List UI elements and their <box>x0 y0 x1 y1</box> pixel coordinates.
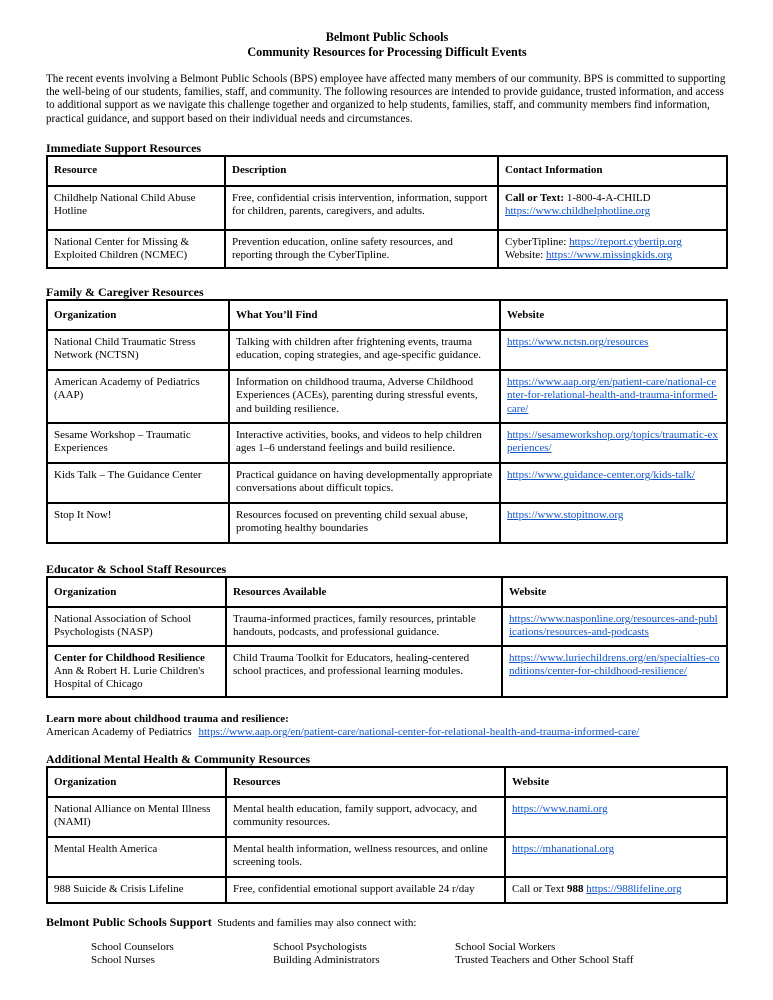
resource-description: Trauma-informed practices, family resources, printable handouts, podcasts, and professional guidance. <box>226 607 502 645</box>
resource-description: Resources focused on preventing child sexual abuse, promoting healthy boundaries <box>229 503 500 543</box>
organization-name: National Association of School Psychologists (NASP) <box>47 607 226 645</box>
sesame-link[interactable]: https://sesameworkshop.org/topics/traumatic-experiences/ <box>507 429 718 455</box>
column-header: Organization <box>47 767 226 797</box>
column-header: Website <box>500 300 727 330</box>
table-row <box>47 330 727 370</box>
organization-name: Mental Health America <box>47 837 226 877</box>
bps-support-title: Belmont Public Schools Support <box>46 915 212 930</box>
bps-support-block <box>46 916 728 930</box>
resource-name: National Center for Missing & Exploited Children (NCMEC) <box>47 230 225 268</box>
website-cell <box>505 837 727 877</box>
mha-link[interactable]: https://mhanational.org <box>512 843 615 856</box>
nctsn-link[interactable]: https://www.nctsn.org/resources <box>507 336 649 349</box>
missingkids-link[interactable]: https://www.missingkids.org <box>545 249 673 262</box>
bps-contacts-list <box>91 941 728 967</box>
988-link[interactable]: https://988lifeline.org <box>586 883 682 896</box>
aap-trauma-link[interactable]: https://www.aap.org/en/patient-care/national-center-for-relational-health-and-trauma-informed-care/ <box>198 726 640 739</box>
website-cell <box>500 370 727 423</box>
table-header-row <box>47 300 727 330</box>
stopitnow-link[interactable]: https://www.stopitnow.org <box>507 509 624 522</box>
table-row <box>47 463 727 503</box>
column-header: What You’ll Find <box>229 300 500 330</box>
table-row <box>47 423 727 463</box>
organization-name: 988 Suicide & Crisis Lifeline <box>47 877 226 903</box>
table-header-row <box>47 767 727 797</box>
organization-name-bold: Center for Childhood Resilience <box>54 651 205 664</box>
table-header-row <box>47 577 727 607</box>
document-subtitle: Community Resources for Processing Difficult Events <box>247 45 527 59</box>
mental-health-table <box>46 766 728 904</box>
organization-cell <box>47 646 226 698</box>
aap-link[interactable]: https://www.aap.org/en/patient-care/national-center-for-relational-health-and-trauma-informed-care/ <box>507 376 718 415</box>
family-section-title: Family & Caregiver Resources <box>46 285 204 300</box>
organization-name: Sesame Workshop – Traumatic Experiences <box>47 423 229 463</box>
website-cell <box>505 797 727 837</box>
nasp-link[interactable]: https://www.nasponline.org/resources-and-publications/resources-and-podcasts <box>509 613 718 639</box>
table-row <box>47 503 727 543</box>
document-page <box>46 30 728 967</box>
resource-description: Talking with children after frightening events, trauma education, coping strategies, and age-specific guidance. <box>229 330 500 370</box>
contact-item: School Psychologists <box>273 940 367 953</box>
organization-name: National Child Traumatic Stress Network (NCTSN) <box>47 330 229 370</box>
intro-paragraph: The recent events involving a Belmont Public Schools (BPS) employee have affected many members of our community. BPS is committed to supporting the well-being of our students, families, staff, and community. The following resources are intended to provide guidance, trusted information, and access to additional support as we navigate this challenge together and organized to help students, families, staff, and community members find information, practical guidance, and support based on their individual needs and circumstances. <box>46 73 726 125</box>
table-row <box>47 607 727 645</box>
table-row <box>47 797 727 837</box>
column-header: Resource <box>47 156 225 186</box>
column-header: Contact Information <box>498 156 727 186</box>
column-header: Website <box>505 767 727 797</box>
learn-more-org: American Academy of Pediatrics <box>46 726 192 739</box>
resource-description: Practical guidance on having developmentally appropriate conversations about difficult topics. <box>229 463 500 503</box>
website-label: Website: <box>505 249 546 262</box>
website-cell <box>500 503 727 543</box>
contact-item: Building Administrators <box>273 953 380 966</box>
contact-label: Call or Text: <box>505 191 565 204</box>
cybertipline-label: CyberTipline: <box>505 235 570 248</box>
contact-item: School Nurses <box>91 953 155 966</box>
website-cell <box>505 877 727 903</box>
call-text-label: Call or Text <box>512 883 567 896</box>
document-title <box>46 30 728 60</box>
website-cell <box>500 423 727 463</box>
website-cell <box>500 463 727 503</box>
resource-description: Mental health information, wellness resources, and online screening tools. <box>226 837 505 877</box>
column-header: Resources <box>226 767 505 797</box>
mental-health-section-title: Additional Mental Health & Community Resources <box>46 752 311 767</box>
resource-description: Interactive activities, books, and videos to help children ages 1–6 understand feelings and build resilience. <box>229 423 500 463</box>
column-header: Website <box>502 577 727 607</box>
kids-talk-link[interactable]: https://www.guidance-center.org/kids-talk/ <box>507 469 695 482</box>
resource-description: Free, confidential crisis intervention, information, support for children, parents, caregivers, and adults. <box>225 186 498 230</box>
organization-name: Kids Talk – The Guidance Center <box>47 463 229 503</box>
column-header: Organization <box>47 300 229 330</box>
table-row <box>47 186 727 230</box>
contact-item: School Social Workers <box>455 940 556 953</box>
resource-description: Prevention education, online safety resources, and reporting through the CyberTipline. <box>225 230 498 268</box>
table-row <box>47 370 727 423</box>
learn-more-title: Learn more about childhood trauma and resilience: <box>46 713 289 726</box>
nami-link[interactable]: https://www.nami.org <box>512 803 608 816</box>
website-cell <box>500 330 727 370</box>
immediate-section-title: Immediate Support Resources <box>46 140 202 155</box>
organization-name: Stop It Now! <box>47 503 229 543</box>
organization-name: National Alliance on Mental Illness (NAMI) <box>47 797 226 837</box>
contact-cell <box>498 230 727 268</box>
table-row <box>47 877 727 903</box>
resource-description: Free, confidential emotional support available 24 r/day <box>226 877 505 903</box>
resource-description: Information on childhood trauma, Adverse Childhood Experiences (ACEs), parenting during stressful events, and building resilience. <box>229 370 500 423</box>
educator-resources-table <box>46 576 728 698</box>
table-row <box>47 837 727 877</box>
contact-cell <box>498 186 727 230</box>
family-resources-table <box>46 299 728 544</box>
resource-description: Mental health education, family support, advocacy, and community resources. <box>226 797 505 837</box>
immediate-support-table <box>46 155 728 269</box>
website-cell <box>502 646 727 698</box>
table-row <box>47 646 727 698</box>
resource-description: Child Trauma Toolkit for Educators, healing-centered school practices, and professional learning modules. <box>226 646 502 698</box>
lifeline-number: 988 <box>566 883 584 896</box>
bps-support-text: Students and families may also connect with: <box>211 917 417 930</box>
educator-section-title: Educator & School Staff Resources <box>46 562 227 577</box>
contact-item: Trusted Teachers and Other School Staff <box>455 953 634 966</box>
learn-more-block <box>46 713 728 739</box>
cybertip-link[interactable]: https://report.cybertip.org <box>569 235 682 248</box>
organization-affiliation: Ann & Robert H. Lurie Children's Hospital of Chicago <box>54 664 205 691</box>
lurie-link[interactable]: https://www.luriechildrens.org/en/specialties-conditions/center-for-childhood-resilience/ <box>509 651 720 677</box>
learn-more-line <box>46 726 728 739</box>
column-header: Description <box>225 156 498 186</box>
table-row <box>47 230 727 268</box>
organization-name: American Academy of Pediatrics (AAP) <box>47 370 229 423</box>
district-name: Belmont Public Schools <box>325 30 449 44</box>
table-header-row <box>47 156 727 186</box>
contact-item: School Counselors <box>91 940 174 953</box>
contact-phone: 1-800-4-A-CHILD <box>564 191 651 204</box>
resource-name: Childhelp National Child Abuse Hotline <box>47 186 225 230</box>
column-header: Resources Available <box>226 577 502 607</box>
column-header: Organization <box>47 577 226 607</box>
website-cell <box>502 607 727 645</box>
childhelp-link[interactable]: https://www.childhelphotline.org <box>505 205 651 218</box>
